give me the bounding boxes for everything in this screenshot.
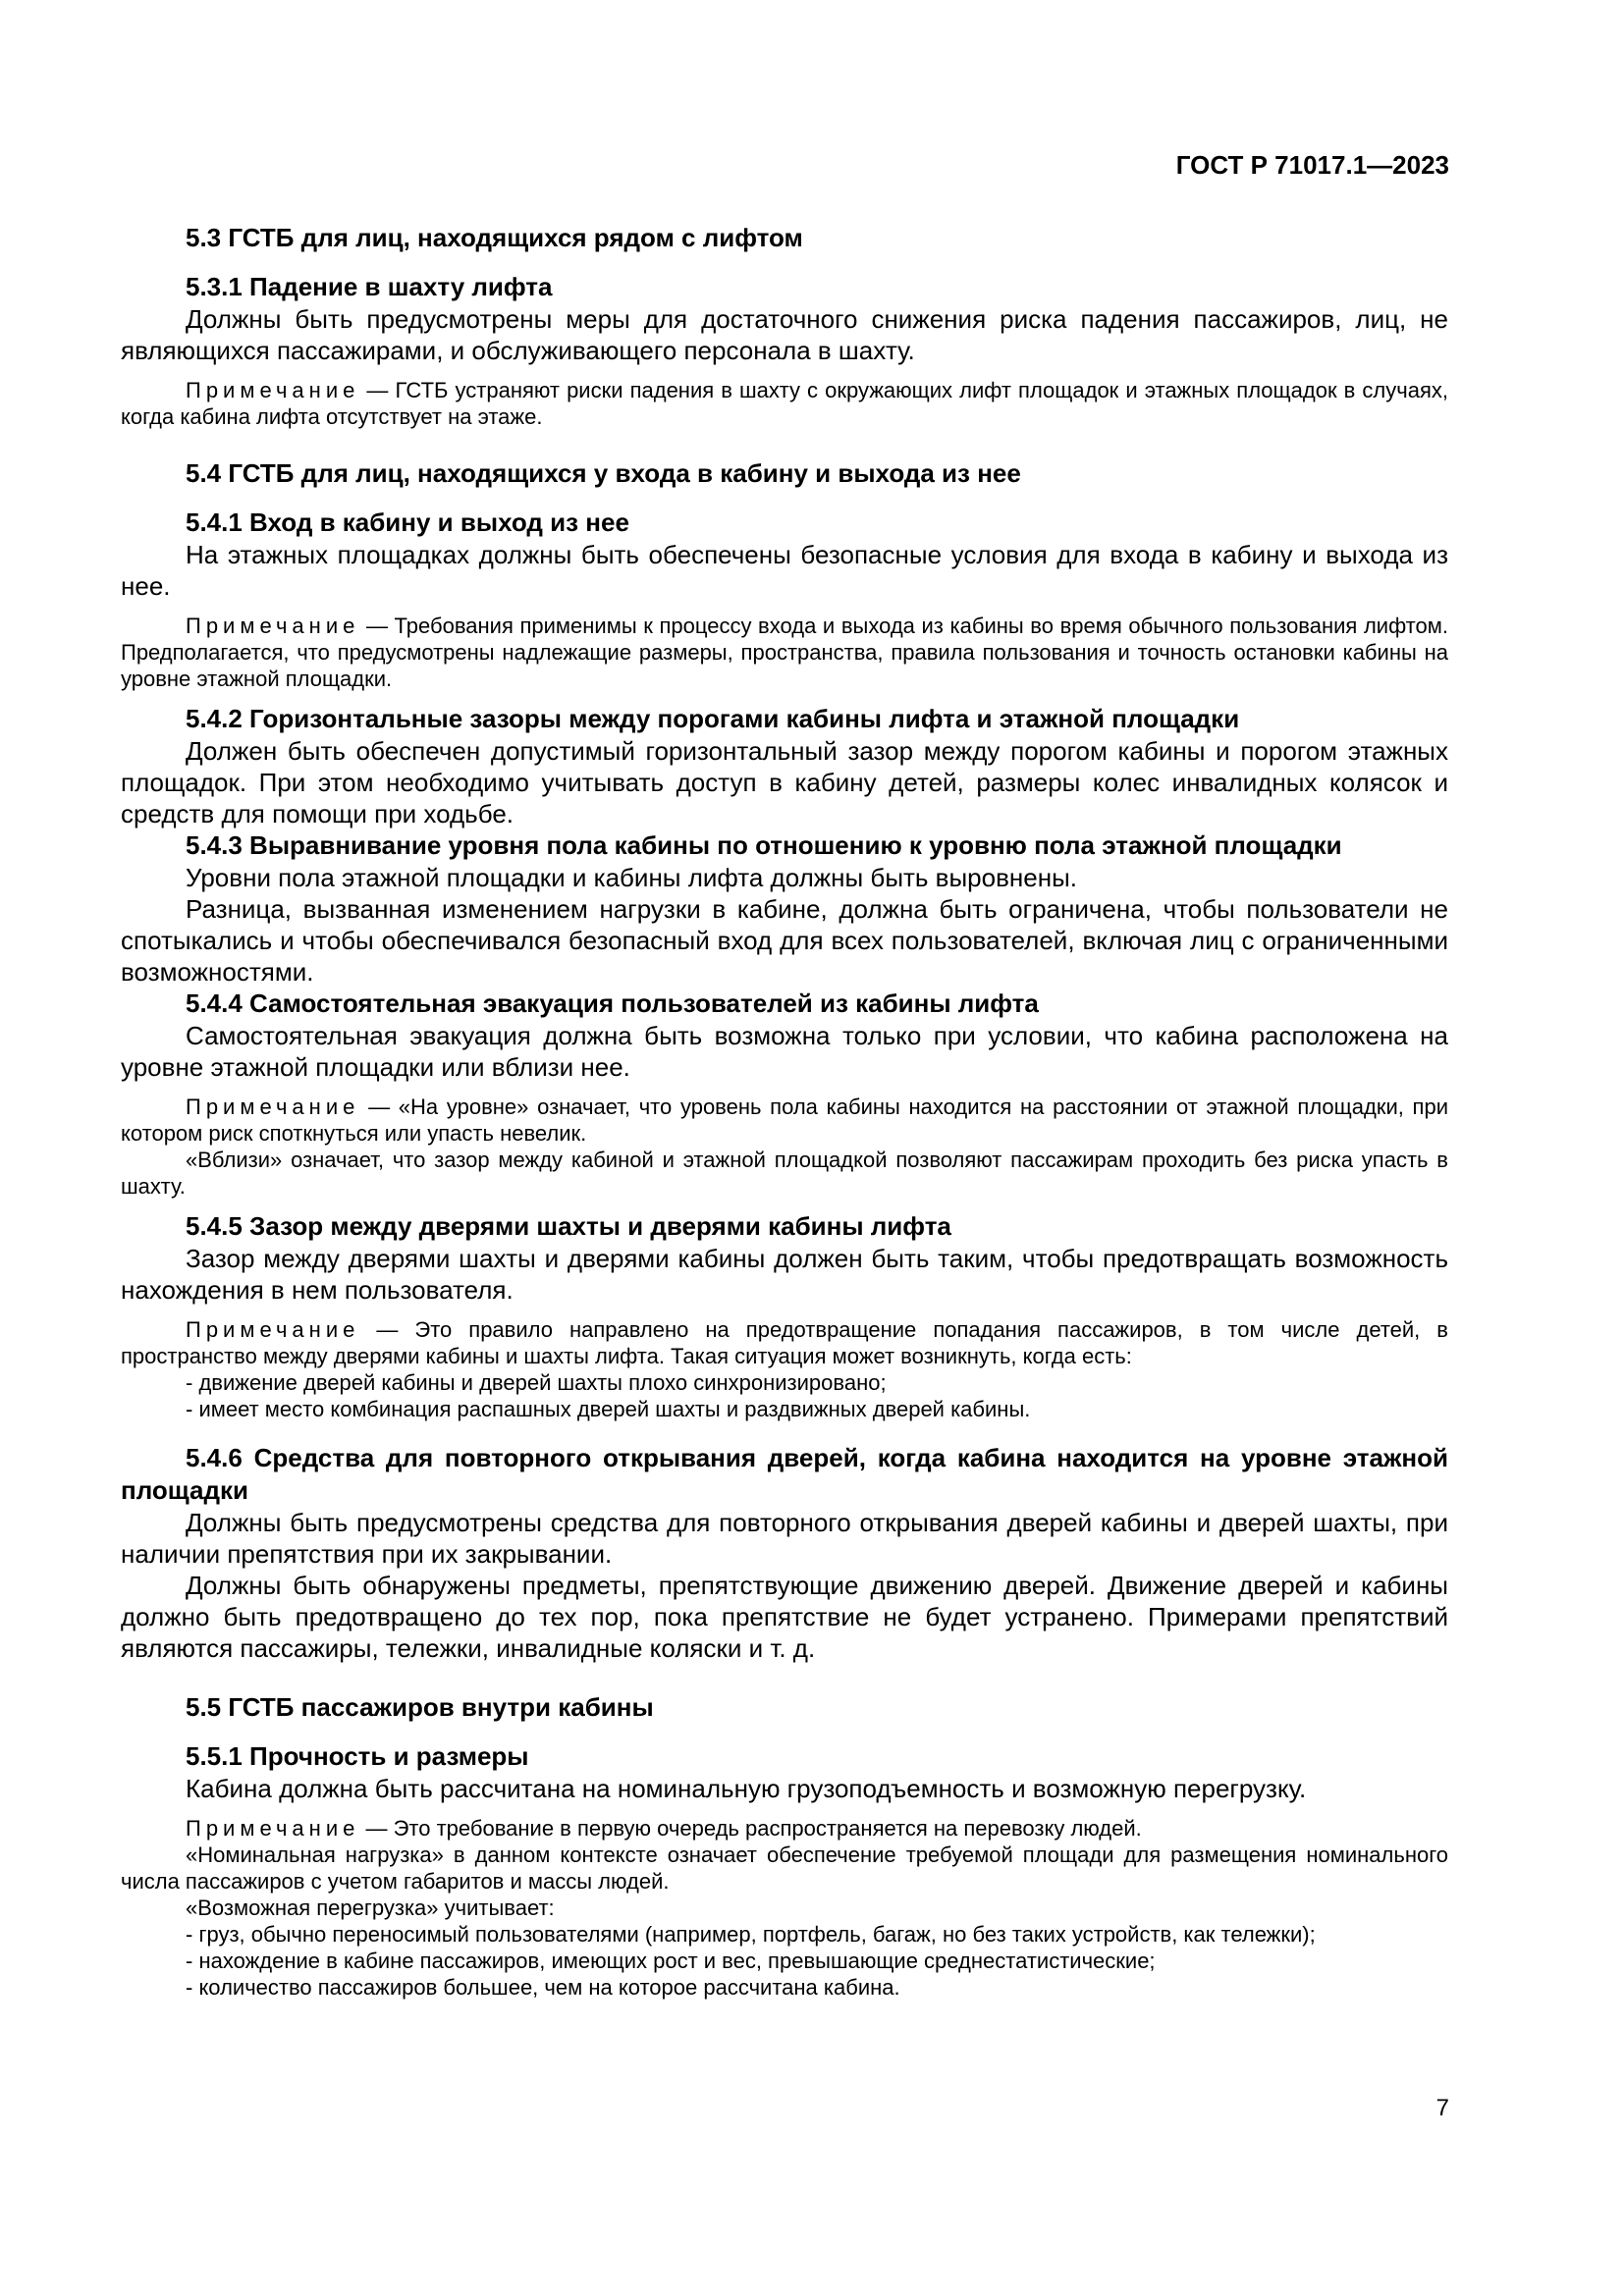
- document-code: ГОСТ Р 71017.1—2023: [1175, 150, 1449, 180]
- section-5-4-6-text-1: Должны быть предусмотрены средства для повторного открывания дверей кабины и дверей шахты, при наличии препятствия при их закрывании.: [121, 1508, 1448, 1569]
- note-text: — «На уровне» означает, что уровень пола кабины находится на расстоянии от этажной площадки, при котором риск споткнуться или упасть невелик.: [121, 1095, 1448, 1146]
- note-label: Примечание: [186, 614, 360, 638]
- section-5-5-1-title: 5.5.1 Прочность и размеры: [186, 1741, 529, 1771]
- section-5-4-3-text-1: Уровни пола этажной площадки и кабины лифта должны быть выровнены.: [186, 863, 1078, 892]
- section-5-5-title: 5.5 ГСТБ пассажиров внутри кабины: [186, 1692, 654, 1722]
- section-5-3-1-note: [121, 377, 1448, 430]
- section-5-4-5-note: [121, 1316, 1448, 1369]
- section-5-4-6-text-2: Должны быть обнаружены предметы, препятствующие движению дверей. Движение дверей и кабины должно быть предотвращено до тех пор, пока препятствие не будет устранено. Примерами препятствий являются пассажиры, тележки, инвалидные коляски и т. д.: [121, 1571, 1448, 1663]
- section-5-5-1-note-2: «Номинальная нагрузка» в данном контексте означает обеспечение требуемой площади для размещения номинального числа пассажиров с учетом габаритов и массы людей.: [121, 1842, 1448, 1894]
- section-5-4-1-note: [121, 613, 1448, 692]
- section-5-4-2-text: Должен быть обеспечен допустимый горизонтальный зазор между порогом кабины и порогом этажных площадок. При этом необходимо учитывать доступ в кабину детей, размеры колес инвалидных колясок и средств для помощи при ходьбе.: [121, 736, 1448, 828]
- section-5-5-1-text: Кабина должна быть рассчитана на номинальную грузоподъемность и возможную перегрузку.: [186, 1774, 1307, 1803]
- section-5-3-1-text: Должны быть предусмотрены меры для достаточного снижения риска падения пассажиров, лиц, не являющихся пассажирами, и обслуживающего персонала в шахту.: [121, 304, 1448, 365]
- section-5-4-4-note: [121, 1094, 1448, 1147]
- note-label: Примечание: [186, 378, 360, 402]
- section-5-4-5-title: 5.4.5 Зазор между дверями шахты и дверями кабины лифта: [186, 1211, 951, 1241]
- note-text: — Требования применимы к процессу входа и выхода из кабины во время обычного пользования лифтом. Предполагается, что предусмотрены надлежащие размеры, пространства, правила пользования и точность остановки кабины на уровне этажной площадки.: [121, 614, 1448, 691]
- section-5-3-title: 5.3 ГСТБ для лиц, находящихся рядом с лифтом: [186, 223, 803, 252]
- section-5-5-1-note-3: «Возможная перегрузка» учитывает:: [186, 1896, 555, 1920]
- section-5-4-title: 5.4 ГСТБ для лиц, находящихся у входа в кабину и выхода из нее: [186, 458, 1021, 488]
- section-5-4-3-title: 5.4.3 Выравнивание уровня пола кабины по отношению к уровню пола этажной площадки: [186, 830, 1342, 860]
- section-5-4-5-text: Зазор между дверями шахты и дверями кабины должен быть таким, чтобы предотвращать возможность нахождения в нем пользователя.: [121, 1244, 1448, 1305]
- note-text: — Это правило направлено на предотвращение попадания пассажиров, в том числе детей, в пространство между дверями кабины и шахты лифта. Такая ситуация может возникнуть, когда есть:: [121, 1317, 1448, 1368]
- note-label: Примечание: [186, 1816, 360, 1841]
- list-item: - нахождение в кабине пассажиров, имеющих рост и вес, превышающие среднестатистические;: [186, 1949, 1156, 1973]
- note-label: Примечание: [186, 1317, 360, 1342]
- section-5-3-1-title: 5.3.1 Падение в шахту лифта: [186, 272, 553, 301]
- section-5-4-4-title: 5.4.4 Самостоятельная эвакуация пользователей из кабины лифта: [186, 988, 1039, 1018]
- section-5-4-4-note-2: «Вблизи» означает, что зазор между кабиной и этажной площадкой позволяют пассажирам проходить без риска упасть в шахту.: [121, 1148, 1448, 1199]
- page-number: 7: [1435, 2095, 1449, 2121]
- list-item: - количество пассажиров большее, чем на которое рассчитана кабина.: [186, 1975, 900, 2000]
- section-5-4-1-text: На этажных площадках должны быть обеспечены безопасные условия для входа в кабину и выхода из нее.: [121, 540, 1448, 601]
- list-item: - имеет место комбинация распашных дверей шахты и раздвижных дверей кабины.: [186, 1397, 1031, 1421]
- list-item: - груз, обычно переносимый пользователями (например, портфель, багаж, но без таких устройств, как тележки);: [186, 1922, 1316, 1947]
- section-5-4-1-title: 5.4.1 Вход в кабину и выход из нее: [186, 507, 629, 537]
- section-5-4-3-text-2: Разница, вызванная изменением нагрузки в кабине, должна быть ограничена, чтобы пользователи не спотыкались и чтобы обеспечивался безопасный вход для всех пользователей, включая лиц с ограниченными возможностями.: [121, 894, 1448, 987]
- section-5-4-2-title: 5.4.2 Горизонтальные зазоры между порогами кабины лифта и этажной площадки: [186, 704, 1240, 733]
- note-label: Примечание: [186, 1095, 360, 1119]
- section-5-4-6-title: 5.4.6 Средства для повторного открывания дверей, когда кабина находится на уровне этажной площадки: [121, 1443, 1448, 1505]
- section-5-4-4-text: Самостоятельная эвакуация должна быть возможна только при условии, что кабина расположена на уровне этажной площадки или вблизи нее.: [121, 1021, 1448, 1082]
- page-content: [121, 222, 1448, 2001]
- note-text: — ГСТБ устраняют риски падения в шахту с окружающих лифт площадок и этажных площадок в случаях, когда кабина лифта отсутствует на этаже.: [121, 378, 1448, 429]
- section-5-5-1-note: [121, 1815, 1448, 1842]
- note-text: — Это требование в первую очередь распространяется на перевозку людей.: [365, 1816, 1142, 1841]
- list-item: - движение дверей кабины и дверей шахты плохо синхронизировано;: [186, 1370, 887, 1395]
